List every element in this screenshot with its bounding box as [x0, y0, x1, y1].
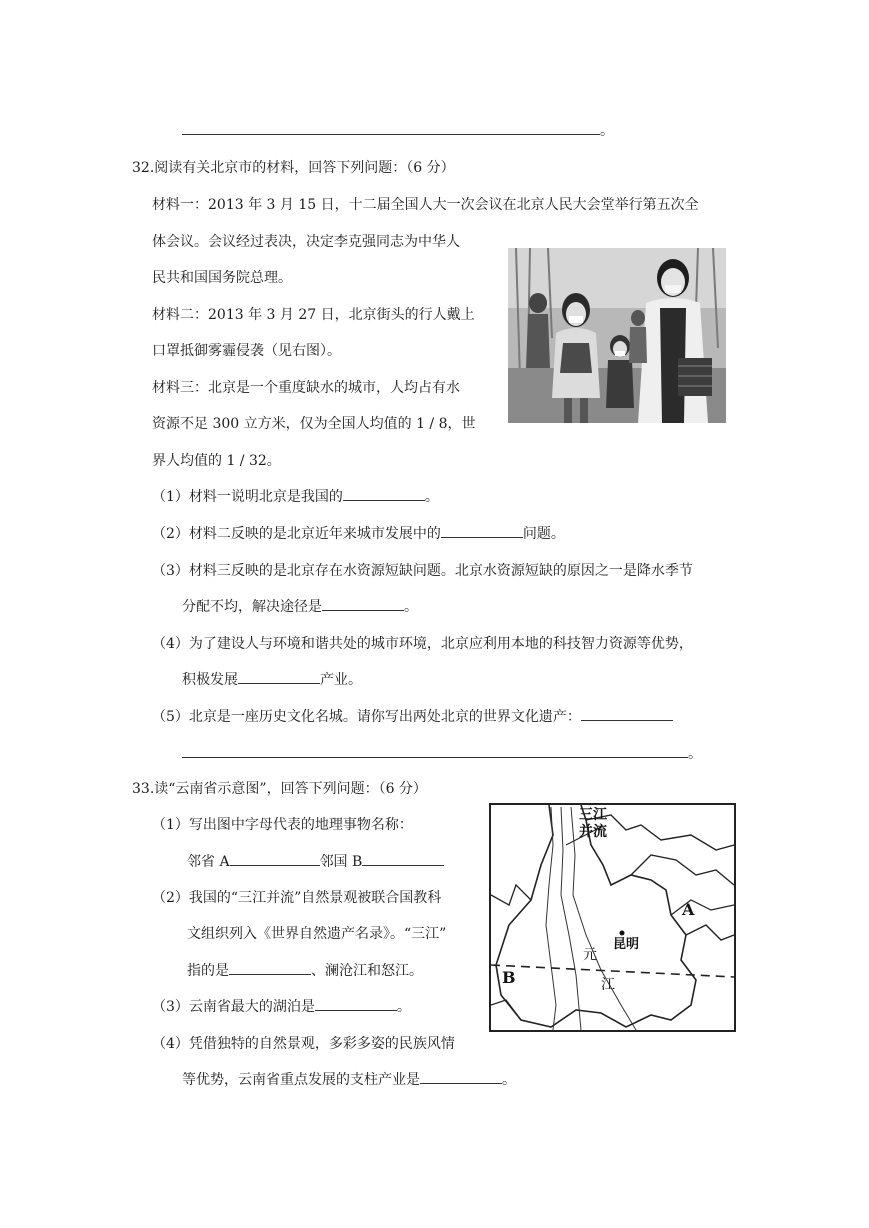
q32-material3-line2: 资源不足 300 立方米，仅为全国人均值的 1 / 8，世: [152, 416, 476, 432]
q33-sub2-line3: 指的是 、澜沧江和怒江。: [187, 963, 423, 979]
q33-sub2-line1: （2）我国的“三江并流”自然景观被联合国教科: [152, 890, 442, 906]
q32-sub3-line1: （3）材料三反映的是北京存在水资源短缺问题。北京水资源短缺的原因之一是降水季节: [152, 563, 693, 579]
answer-blank[interactable]: [238, 683, 320, 684]
answer-blank[interactable]: [182, 134, 600, 135]
q33-sub3: （3）云南省最大的湖泊是 。: [152, 999, 411, 1015]
q33-stem: 33.读“云南省示意图”，回答下列问题：（6 分）: [132, 781, 427, 797]
q32-sub4-line2: 积极发展 产业。: [182, 672, 362, 688]
q32-stem: 32.阅读有关北京市的材料，回答下列问题：（6 分）: [132, 160, 455, 176]
q32-material1-line1: 材料一：2013 年 3 月 15 日，十二届全国人大一次会议在北京人民大会堂举行第五次全: [152, 197, 699, 213]
q32-sub1: （1）材料一说明北京是我国的 。: [152, 489, 439, 505]
map-label-a: A: [682, 900, 695, 919]
q32-material1-line3: 民共和国国务院总理。: [152, 270, 292, 286]
map-label-sanjiang-2: 并流: [579, 824, 607, 840]
answer-blank[interactable]: [315, 1010, 397, 1011]
map-label-kunming: 昆明: [613, 937, 640, 952]
map-label-b: B: [502, 968, 516, 987]
q33-sub2-line2: 文组织列入《世界自然遗产名录》。“三江”: [187, 926, 447, 942]
q33-sub1-line2: 邻省 A 邻国 B: [187, 852, 444, 872]
q32-sub4-line1: （4）为了建设人与环境和谐共处的城市环境，北京应利用本地的科技智力资源等优势，: [152, 636, 693, 652]
q32-sub3-line2: 分配不均，解决途径是 。: [182, 599, 418, 615]
answer-blank[interactable]: [362, 865, 444, 866]
answer-blank[interactable]: [230, 865, 320, 866]
q32-sub5-line1: （5）北京是一座历史文化名城。请你写出两处北京的世界文化遗产：: [152, 707, 673, 727]
map-label-yuan: 元: [583, 947, 597, 963]
map-label-sanjiang-1: 三江: [579, 807, 607, 823]
yunnan-map: [489, 803, 736, 1032]
q32-sub5-line2: 。: [182, 744, 702, 764]
beijing-smog-photo: [508, 248, 726, 423]
q33-sub4-line1: （4）凭借独特的自然景观，多彩多姿的民族风情: [152, 1036, 455, 1052]
q32-material2-line1: 材料二：2013 年 3 月 27 日，北京街头的行人戴上: [152, 307, 475, 323]
q32-sub2: （2）材料二反映的是北京近年来城市发展中的 问题。: [152, 526, 565, 542]
q33-sub1-line1: （1）写出图中字母代表的地理事物名称：: [152, 817, 413, 833]
q32-material3-line1: 材料三：北京是一个重度缺水的城市，人均占有水: [152, 380, 460, 396]
period: 。: [600, 123, 614, 139]
answer-blank[interactable]: [343, 500, 425, 501]
q32-material3-line3: 界人均值的 1 / 32。: [152, 453, 281, 469]
answer-blank[interactable]: [182, 757, 688, 758]
q33-sub4-line2: 等优势，云南省重点发展的支柱产业是 。: [182, 1072, 516, 1088]
q32-material2-line2: 口罩抵御雾霾侵袭（见右图）。: [152, 343, 341, 359]
q32-material1-line2: 体会议。会议经过表决，决定李克强同志为中华人: [152, 234, 460, 250]
q31-answer-line: [182, 121, 614, 141]
answer-blank[interactable]: [581, 720, 673, 721]
answer-blank[interactable]: [229, 974, 311, 975]
answer-blank[interactable]: [420, 1083, 502, 1084]
answer-blank[interactable]: [441, 537, 523, 538]
answer-blank[interactable]: [322, 610, 404, 611]
map-label-jiang: 江: [601, 977, 615, 993]
